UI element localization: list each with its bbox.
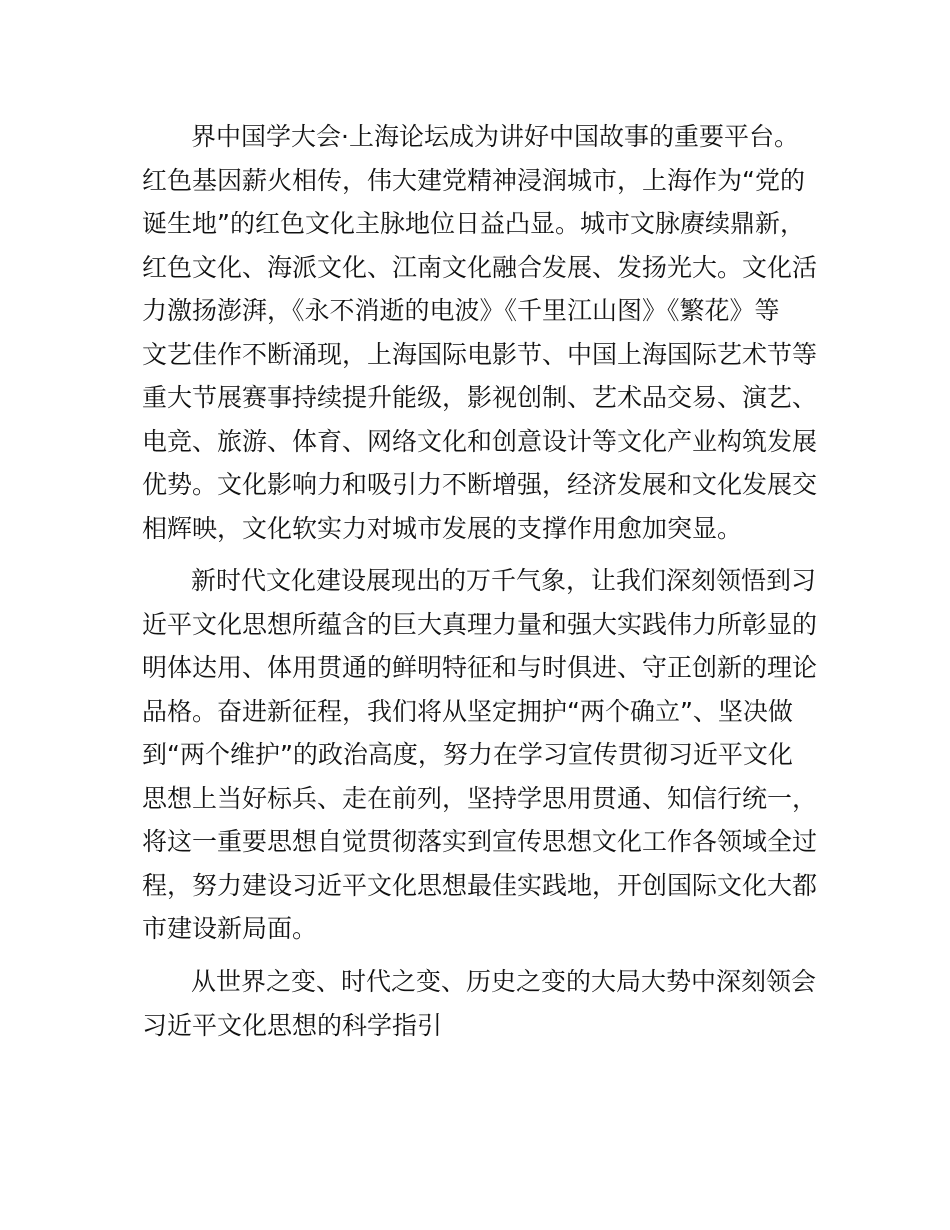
text-line: 诞生地”的红色文化主脉地位日益凸显。城市文脉赓续鼎新， [142, 209, 805, 238]
text-line: 明体达用、体用贯通的鲜明特征和与时俱进、守正创新的理论 [142, 653, 818, 682]
text-line: 思想上当好标兵、走在前列，坚持学思用贯通、知信行统一， [142, 783, 818, 813]
text-line: 相辉映，文化软实力对城市发展的支撑作用愈加突显。 [142, 513, 743, 543]
text-line: 优势。文化影响力和吸引力不断增强，经济发展和文化发展交 [142, 470, 818, 499]
text-line: 新时代文化建设展现出的万千气象，让我们深刻领悟到习 [191, 566, 817, 595]
text-line: 力激扬澎湃，《永不消逝的电波》《千里江山图》《繁花》等 [142, 296, 780, 325]
text-line: 近平文化思想所蕴含的巨大真理力量和强大实践伟力所彰显的 [142, 609, 818, 639]
text-line: 红色文化、海派文化、江南文化融合发展、发扬光大。文化活 [142, 252, 818, 282]
text-line: 习近平文化思想的科学指引 [142, 1010, 443, 1040]
text-line: 红色基因薪火相传，伟大建党精神浸润城市，上海作为“党的 [142, 165, 805, 195]
text-line: 文艺佳作不断涌现，上海国际电影节、中国上海国际艺术节等 [142, 339, 818, 369]
text-line: 程，努力建设习近平文化思想最佳实践地，开创国际文化大都 [142, 870, 818, 900]
text-line: 电竞、旅游、体育、网络文化和创意设计等文化产业构筑发展 [142, 426, 818, 456]
text-line: 界中国学大会·上海论坛成为讲好中国故事的重要平台。 [191, 122, 799, 151]
text-line: 到“两个维护”的政治高度，努力在学习宣传贯彻习近平文化 [142, 740, 793, 769]
text-line: 市建设新局面。 [142, 914, 318, 943]
text-line: 重大节展赛事持续提升能级，影视创制、艺术品交易、演艺、 [142, 383, 818, 412]
text-line: 品格。奋进新征程，我们将从坚定拥护“两个确立”、坚决做 [142, 696, 793, 726]
text-line: 从世界之变、时代之变、历史之变的大局大势中深刻领会 [191, 967, 817, 996]
text-line: 将这一重要思想自觉贯彻落实到宣传思想文化工作各领域全过 [142, 827, 818, 856]
